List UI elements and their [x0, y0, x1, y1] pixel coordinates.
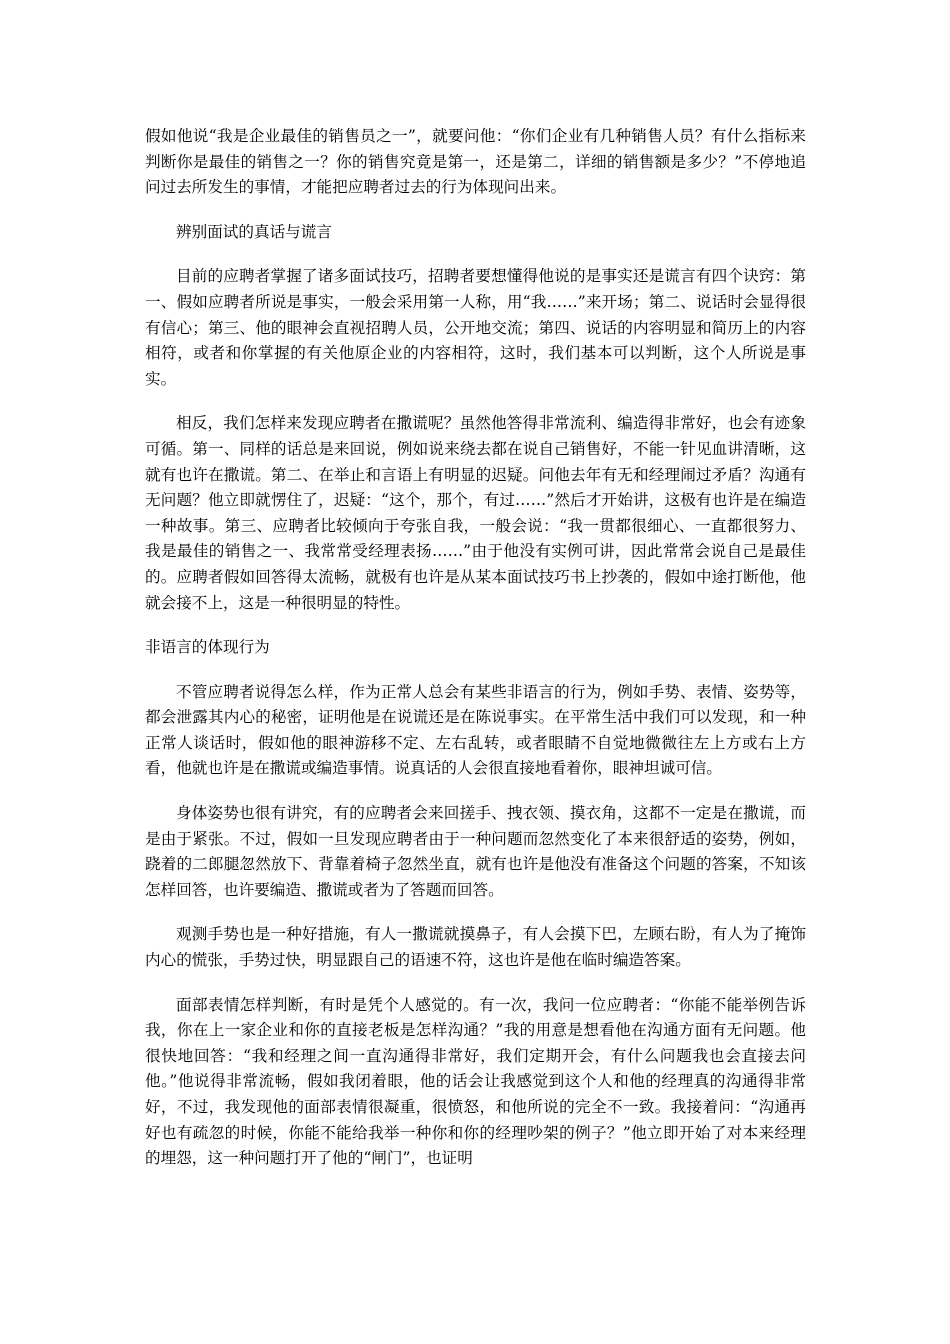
- paragraph-7: 面部表情怎样判断，有时是凭个人感觉的。有一次，我问一位应聘者：“你能不能举例告诉我，你在上一家企业和你的直接老板是怎样沟通？”我的用意是想看他在沟通方面有无问题。他很快地回答：“我和经理之间一直沟通得非常好，我们定期开会，有什么问题我也会直接去问他。”他说得非常流畅，假如我闭着眼，他的话会让我感觉到这个人和他的经理真的沟通得非常好，不过，我发现他的面部表情很凝重，很愤怒，和他所说的完全不一致。我接着问：“沟通再好也有疏忽的时候，你能不能给我举一种你和你的经理吵架的例子？”他立即开始了对本来经理的埋怨，这一种问题打开了他的“闸门”，也证明: [145, 995, 806, 1168]
- paragraph-4: 不管应聘者说得怎么样，作为正常人总会有某些非语言的行为，例如手势、表情、姿势等，都会泄露其内心的秘密，证明他是在说谎还是在陈说事实。在平常生活中我们可以发现，和一种正常人谈话时，假如他的眼神游移不定、左右乱转，或者眼睛不自觉地微微往左上方或右上方看，他就也许是在撒谎或编造事情。说真话的人会很直接地看着你，眼神坦诚可信。: [145, 682, 806, 778]
- section-heading-truth-and-lies: 辨别面试的真话与谎言: [176, 222, 332, 241]
- paragraph-3: 相反，我们怎样来发现应聘者在撒谎呢？虽然他答得非常流利、编造得非常好，也会有迹象可循。第一、同样的话总是来回说，例如说来绕去都在说自己销售好，不能一针见血讲清晰，这就有也许在撒谎。第二、在举止和言语上有明显的迟疑。问他去年有无和经理闹过矛盾？沟通有无问题？他立即就愣住了，迟疑：“这个，那个，有过……”然后才开始讲，这极有也许是在编造一种故事。第三、应聘者比较倾向于夸张自我，一般会说：“我一贯都很细心、一直都很努力、我是最佳的销售之一、我常常受经理表扬……”由于他没有实例可讲，因此常常会说自己是最佳的。应聘者假如回答得太流畅，就极有也许是从某本面试技巧书上抄袭的，假如中途打断他，他就会接不上，这是一种很明显的特性。: [145, 414, 806, 612]
- document-page: [145, 124, 806, 1191]
- section-heading-nonverbal: 非语言的体现行为: [145, 638, 270, 657]
- paragraph-6: 观测手势也是一种好措施，有人一撒谎就摸鼻子，有人会摸下巴，左顾右盼，有人为了掩饰内心的慌张，手势过快，明显跟自己的语速不符，这也许是他在临时编造答案。: [145, 925, 806, 970]
- paragraph-5: 身体姿势也很有讲究，有的应聘者会来回搓手、拽衣领、摸衣角，这都不一定是在撒谎，而是由于紧张。不过，假如一旦发现应聘者由于一种问题而忽然变化了本来很舒适的姿势，例如，跷着的二郎腿忽然放下、背靠着椅子忽然坐直，就有也许是他没有准备这个问题的答案，不知该怎样回答，也许要编造、撒谎或者为了答题而回答。: [145, 804, 806, 899]
- paragraph-2: 目前的应聘者掌握了诸多面试技巧，招聘者要想懂得他说的是事实还是谎言有四个诀窍：第一、假如应聘者所说是事实，一般会采用第一人称，用“我……”来开场；第二、说话时会显得很有信心；第三、他的眼神会直视招聘人员，公开地交流；第四、说话的内容明显和简历上的内容相符，或者和你掌握的有关他原企业的内容相符，这时，我们基本可以判断，这个人所说是事实。: [145, 267, 806, 388]
- paragraph-1: 假如他说“我是企业最佳的销售员之一”，就要问他：“你们企业有几种销售人员？有什么指标来判断你是最佳的销售之一？你的销售究竟是第一，还是第二，详细的销售额是多少？”不停地追问过去所发生的事情，才能把应聘者过去的行为体现问出来。: [145, 127, 806, 197]
